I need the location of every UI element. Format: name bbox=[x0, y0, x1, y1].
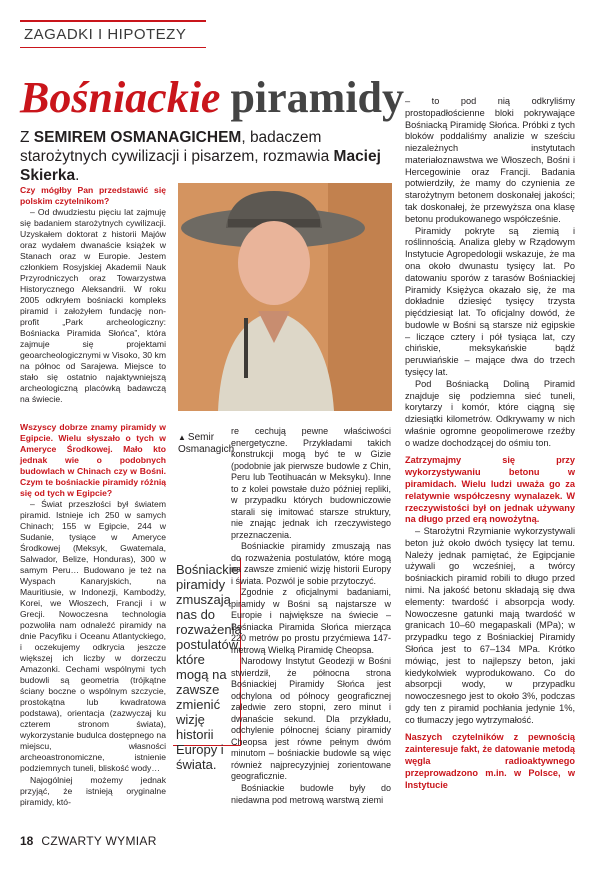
answer-paragraph: Zgodnie z oficjalnymi badaniami, piramidy w Bośni są najstarsze w Europie i największe na świecie – Bośniacka Piramida Słońca mierząca 220 metrów po prostu przyćmiewa 147-metrową Wielką Piramidę Cheopsa. bbox=[231, 587, 391, 655]
photo-caption bbox=[178, 432, 235, 456]
section-tag: ZAGADKI I HIPOTEZY bbox=[20, 20, 206, 48]
answer-paragraph: re cechują pewne właściwości energetyczne. Przykładami takich konstrukcji mogą być te w Gizie (podobnie jak pierwsze budowle z Chin, Peru lub Teotihuacán w Meksyku). Inne to z kolei powstałe dużo później repliki, w przypadku których budowniczowie starali się imitować starsze struktury, nie znając jednak ich rzeczywistego przeznaczenia. bbox=[231, 426, 391, 540]
answer-paragraph: Piramidy pokryte są ziemią i roślinnością. Analiza gleby w Rządowym Instytucie Agropedologii wskazuje, że ma ona około dwunastu tysięcy lat. Po datowaniu sporów z tarasów Bośniackiej Piramidy Księżyca okazało się, że ma dokładnie dziesięć tysięcy trzysta pięćdziesiąt lat. To oficjalny dowód, że budowle w Bośni są starsze niż egipskie – liczące cztery i pół tysiąca lat, czy chińskie, meksykańskie bądź peruwiańskie – mające dwa do trzech tysięcy lat. bbox=[405, 225, 575, 377]
page-number: 18 bbox=[20, 834, 34, 848]
answer-paragraph: – Świat przeszłości był światem piramid. Istnieje ich 250 w samych Chinach; 155 w Egipcie, 244 w Sudanie, tysiące w Ameryce Środkowej (Meksyk, Gwatemala, Salwador, Belize, Honduras), 300 w samym Peru… Budowano je też na Wyspach Kanaryjskich, na Mauritiusie, w Indonezji, Kambodży, Korei, we Włoszech, Francji i w Grecji. Nowoczesna technologia pozwoliła nam odnaleźć piramidy na dnie Pacyfiku i Oceanu Atlantyckiego, i oczekujemy odkrycia jeszcze większej ich liczby w dorzeczu Amazonki. Cechami wspólnymi tych budowli są geometria (trójkątne ściany boczne o wspólnym szczycie, prostokątna lub kwadratowa podstawa), orientacja (zazwyczaj ku czterem stronom świata), wykorzystanie budulca dostępnego na miejscu, własności archeoastronomiczne, istnienie podziemnych tuneli, bliskość wody… bbox=[20, 499, 166, 774]
column-2 bbox=[20, 422, 166, 808]
portrait-illustration bbox=[178, 183, 392, 411]
answer-paragraph: – Od dwudziestu pięciu lat zajmuję się badaniem starożytnych cywilizacji. Uzyskałem doktorat z historii Majów oraz wydałem dwanaście książek w Stanach oraz w Europie. Jestem członkiem Rosyjskiej Akademii Nauk Przyrodniczych oraz Towarzystwa Historycznego Aleksandrii. W roku 2005 odkryłem bośniacki kompleks piramid i założyłem fundację non-profit „Park archeologiczny: Bośniacka Piramida Słońca”, która zajmuje się projektami geoarcheologicznymi w Visoko, 30 km na północ od Sarajewa. Miejsce to stało się ostatnio najaktywniejszą archeologiczną placówką badawczą na świecie. bbox=[20, 207, 166, 405]
lead-text: , badaczem starożytnych cywilizacji i pisarzem, rozmawia bbox=[20, 129, 334, 165]
column-3 bbox=[231, 426, 391, 806]
column-4 bbox=[405, 96, 575, 791]
question: Zatrzymajmy się przy wykorzystywaniu betonu w piramidach. Wielu ludzi uważa go za relatywnie współczesny wynalazek. W rzeczywistości był on jednak używany na długo przed erą nowożytną. bbox=[405, 455, 575, 525]
pull-quote: Bośniackie piramidy zmuszają nas do rozważenia postulatów, które mogą na zawsze zmienić wizję historii Europy i świata. bbox=[173, 558, 241, 746]
question: Naszych czytelników z pewnością zainteresuje fakt, że datowanie metodą węgla radioaktywnego przeprowadzono m.in. w Polsce, w Instytucie bbox=[405, 732, 575, 790]
answer-paragraph: Pod Bośniacką Doliną Piramid znajduje się podziemna sieć tuneli, korytarzy i komór, które ciągną się dziesiątki kilometrów. Odkrywamy w nich właśnie ogromne geopolimerowe rzeźby o wadze dochodzącej do ośmiu ton. bbox=[405, 378, 575, 448]
answer-paragraph: Bośniackie piramidy zmuszają nas do rozważenia postulatów, które mogą na zawsze zmienić wizję historii Europy i świata. Pozwól je sobie przytoczyć. bbox=[231, 541, 391, 586]
question: Wszyscy dobrze znamy piramidy w Egipcie. Wielu słyszało o tych w Ameryce Środkowej. Mało kto jednak wie o podobnych budowlach w Chinach czy w Bośni. Czym te bośniackie piramidy różnią się od tych w Egipcie? bbox=[20, 422, 166, 499]
lead-text: Z bbox=[20, 129, 34, 146]
answer-paragraph: Bośniackie budowle były do niedawna pod metrową warstwą ziemi bbox=[231, 782, 391, 805]
portrait-photo bbox=[178, 183, 392, 411]
title-grey: piramidy bbox=[230, 73, 405, 122]
lead-interviewer: Maciej Skierka bbox=[20, 148, 381, 184]
page-footer bbox=[20, 834, 157, 848]
lead-text: . bbox=[75, 167, 80, 184]
article-title bbox=[20, 73, 405, 122]
caption-text: Semir Osmanagich bbox=[178, 432, 235, 455]
triangle-icon: ▲ bbox=[178, 433, 186, 442]
magazine-name: CZWARTY WYMIAR bbox=[41, 834, 157, 848]
title-red: Bośniackie bbox=[20, 73, 221, 122]
answer-paragraph: – Starożytni Rzymianie wykorzystywali beton już około dwóch tysięcy lat temu. Należy jednak pamiętać, że Egipcjanie używali go wcześniej, a twórcy bośniackich piramid robili to długo przed nimi. Na jakość betonu składają się dwa elementy: twardość i absorpcja wody. Nowoczesne gatunki mają twardość w granicach 10–60 megapaskali (MPa); w przypadku tego z Bośniackiej Piramidy Słońca jest to 67–134 MPa. Krótko mówiąc, jest to najlepszy beton, jaki kiedykolwiek wyprodukowano. Co do absorpcji wody, w przypadku nowoczesnego jest to około 3%, podczas gdy ten z piramid pochłania jedynie 1%, co tłumaczy jego wytrzymałość. bbox=[405, 526, 575, 725]
answer-paragraph: – to pod nią odkryliśmy prostopadłościenne bloki pokrywające Bośniacką Piramidę Słońca. Próbki z tych bloków poddaliśmy analizie w sześciu niezależnych instytutach materiałoznawstwa we Włoszech, Bośni i Hercegowinie oraz Francji. Badania potwierdziły, że mamy do czynienia ze starożytnym betonem doskonałej jakości; tak doskonałej, że przewyższa ona klasę betonu produkowanego współcześnie. bbox=[405, 96, 575, 224]
answer-paragraph: Najogólniej możemy jednak przyjąć, że istnieją oryginalne piramidy, któ- bbox=[20, 774, 166, 807]
lead-paragraph bbox=[20, 128, 390, 185]
lead-interviewee: SEMIREM OSMANAGICHEM bbox=[33, 129, 242, 146]
column-1 bbox=[20, 185, 166, 405]
answer-paragraph: Narodowy Instytut Geodezji w Bośni stwierdził, że północna strona Bośniackiej Piramidy Słońca jest odchylona od północy geograficznej zaledwie zero stopni, zero minut i dwanaście sekund. Dla przykładu, odchylenie północnej ściany piramidy Cheopsa jest równe pełnym dwóm minutom – bośniackie budowle są więc również najprecyzyjniej zorientowane geograficznie. bbox=[231, 656, 391, 782]
question: Czy mógłby Pan przedstawić się polskim czytelnikom? bbox=[20, 185, 166, 207]
